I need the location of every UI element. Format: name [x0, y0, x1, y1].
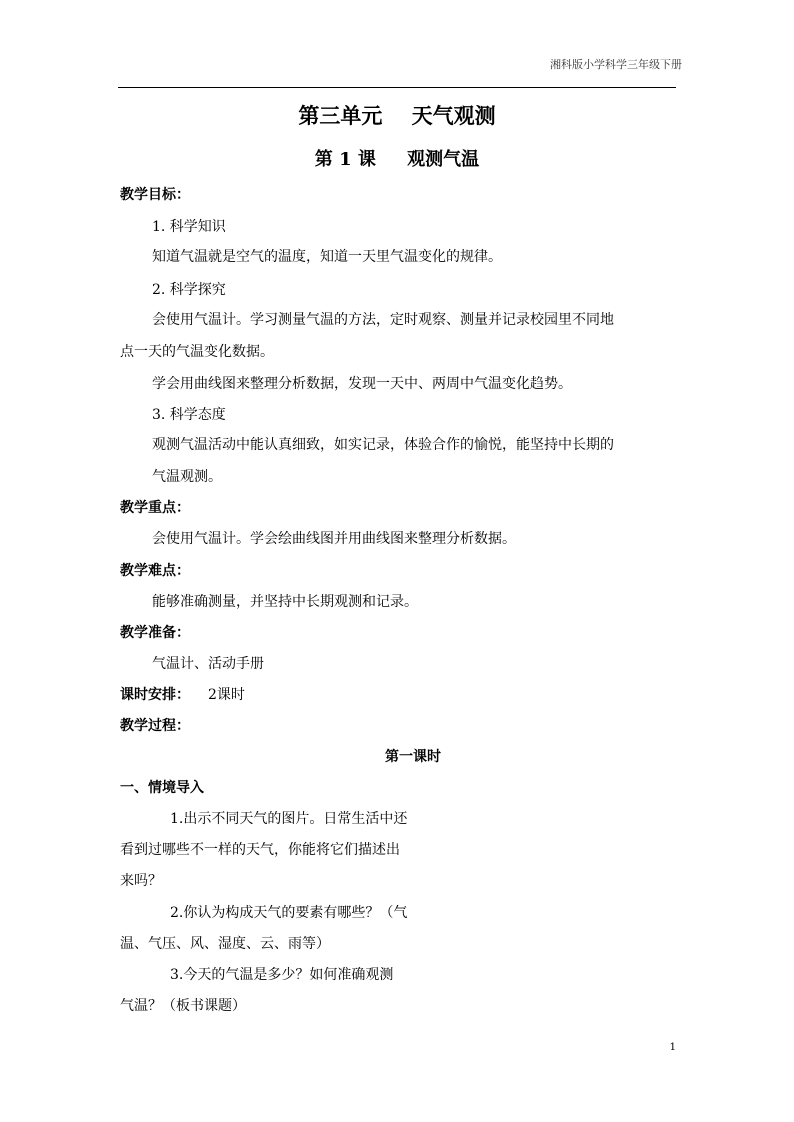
section1-heading: 一、情境导入	[120, 780, 204, 796]
schedule-value: 2课时	[208, 687, 245, 703]
inquiry-text-1: 会使用气温计。学习测量气温的方法，定时观察、测量并记录校园里不同地	[152, 312, 614, 328]
header-rule	[118, 87, 676, 88]
inquiry-title: 2. 科学探究	[152, 282, 226, 298]
question-3-line-2: 气温？（板书课题）	[120, 998, 246, 1014]
page-number: 1	[669, 1042, 676, 1053]
unit-title: 第三单元 天气观测	[298, 103, 496, 128]
difficulty-text: 能够准确测量，并坚持中长期观测和记录。	[152, 594, 418, 610]
goals-heading: 教学目标：	[120, 187, 190, 203]
attitude-title: 3. 科学态度	[152, 407, 226, 423]
focus-heading: 教学重点：	[120, 500, 190, 516]
knowledge-title: 1. 科学知识	[152, 219, 226, 235]
attitude-text-2: 气温观测。	[152, 469, 222, 485]
question-1-line-3: 来吗？	[120, 873, 162, 889]
running-header: 湘科版小学科学三年级下册	[550, 58, 682, 71]
question-2-line-2: 温、气压、风、湿度、云、雨等）	[120, 936, 330, 952]
question-3-line-1: 3.今天的气温是多少？如何准确观测	[170, 967, 394, 983]
question-2-line-1: 2.你认为构成天气的要素有哪些？（气	[170, 905, 408, 921]
focus-text: 会使用气温计。学会绘曲线图并用曲线图来整理分析数据。	[152, 531, 516, 547]
prep-heading: 教学准备：	[120, 625, 190, 641]
inquiry-text-3: 学会用曲线图来整理分析数据，发现一天中、两周中气温变化趋势。	[152, 376, 572, 392]
inquiry-text-2: 点一天的气温变化数据。	[120, 344, 274, 360]
session-title: 第一课时	[385, 749, 441, 765]
question-1-line-2: 看到过哪些不一样的天气，你能将它们描述出	[120, 842, 400, 858]
prep-text: 气温计、活动手册	[152, 656, 264, 672]
process-heading: 教学过程：	[120, 718, 190, 734]
knowledge-text: 知道气温就是空气的温度，知道一天里气温变化的规律。	[152, 249, 502, 265]
lesson-title: 第 1 课 观测气温	[314, 149, 480, 170]
attitude-text-1: 观测气温活动中能认真细致，如实记录，体验合作的愉悦，能坚持中长期的	[152, 437, 614, 453]
difficulty-heading: 教学难点：	[120, 563, 190, 579]
question-1-line-1: 1.出示不同天气的图片。日常生活中还	[170, 811, 408, 827]
schedule-heading: 课时安排：	[120, 687, 190, 703]
